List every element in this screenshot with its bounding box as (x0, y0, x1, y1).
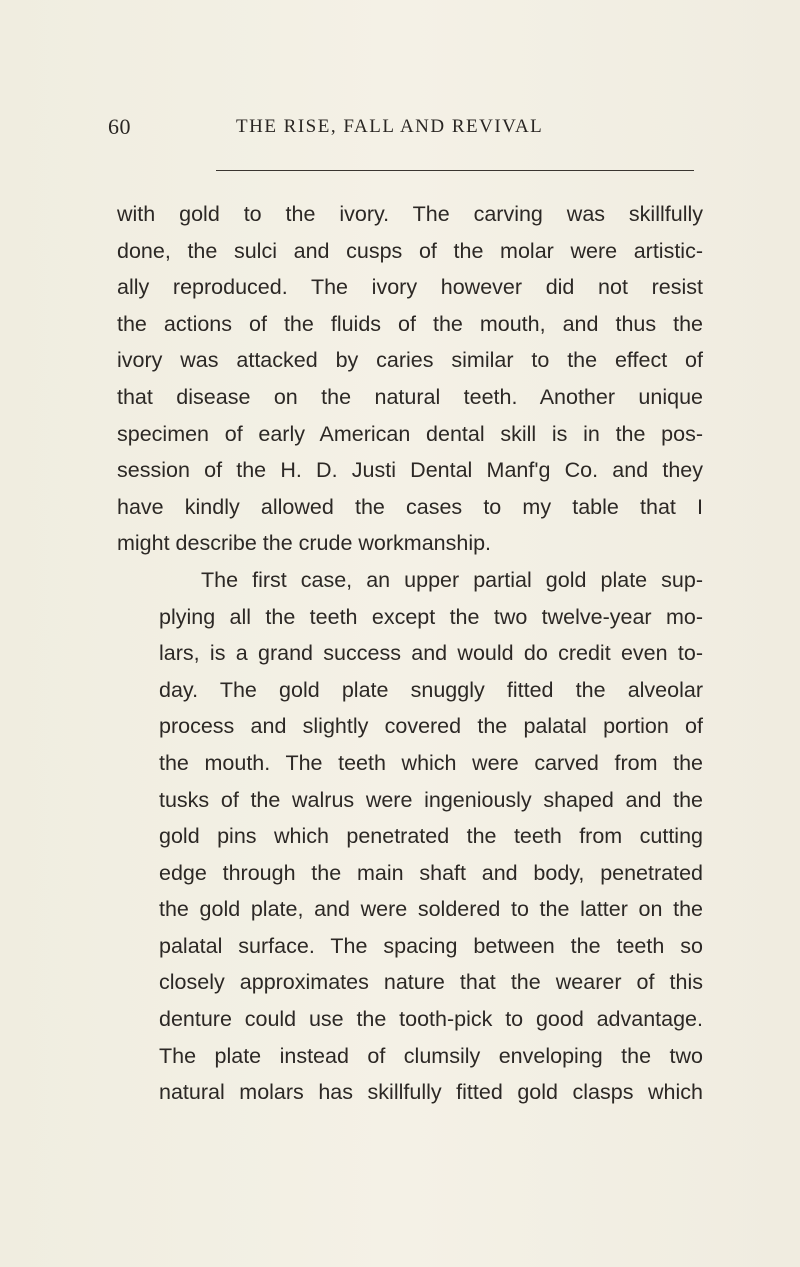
text-line: process and slightly covered the palatal portion of (159, 714, 703, 739)
text-line: denture could use the tooth-pick to good advantage. (159, 1007, 703, 1032)
text-line: palatal surface. The spacing between the teeth so (159, 933, 703, 958)
text-line: gold pins which penetrated the teeth from cutting (159, 824, 703, 849)
text-line: ivory was attacked by caries similar to the effect of (117, 348, 703, 373)
text-line: The plate instead of clumsily enveloping the two (159, 1043, 703, 1068)
text-line: that disease on the natural teeth. Another unique (117, 384, 703, 409)
text-line: day. The gold plate snuggly fitted the alveolar (159, 677, 703, 702)
paragraph-1 (117, 196, 703, 562)
text-line: might describe the crude workmanship. (117, 531, 492, 556)
header-rule (216, 170, 694, 171)
text-line: ally reproduced. The ivory however did not resist (117, 275, 703, 300)
text-line: done, the sulci and cusps of the molar were artistic- (117, 238, 703, 263)
text-line: lars, is a grand success and would do credit even to- (159, 641, 703, 666)
text-line: with gold to the ivory. The carving was skillfully (117, 202, 703, 226)
text-line: the actions of the fluids of the mouth, and thus the (117, 311, 703, 336)
text-line: closely approximates nature that the wearer of this (159, 970, 703, 995)
text-line: tusks of the walrus were ingeniously shaped and the (159, 787, 703, 812)
text-line: natural molars has skillfully fitted gold clasps which (159, 1080, 703, 1105)
text-line: edge through the main shaft and body, penetrated (159, 860, 703, 885)
paragraph-2 (117, 562, 703, 1111)
page-header (108, 114, 708, 144)
text-line: the mouth. The teeth which were carved from the (159, 750, 703, 775)
text-line: the gold plate, and were soldered to the latter on the (159, 897, 703, 922)
body-text (117, 196, 703, 1111)
page-number: 60 (108, 114, 131, 139)
text-line: plying all the teeth except the two twelve-year mo- (159, 604, 703, 629)
text-line: The first case, an upper partial gold plate sup- (201, 567, 703, 592)
text-line: have kindly allowed the cases to my table that I (117, 494, 703, 519)
text-line: specimen of early American dental skill is in the pos- (117, 421, 703, 446)
text-line: session of the H. D. Justi Dental Manf'g Co. and they (117, 458, 703, 483)
running-head: THE RISE, FALL AND REVIVAL (236, 116, 544, 137)
